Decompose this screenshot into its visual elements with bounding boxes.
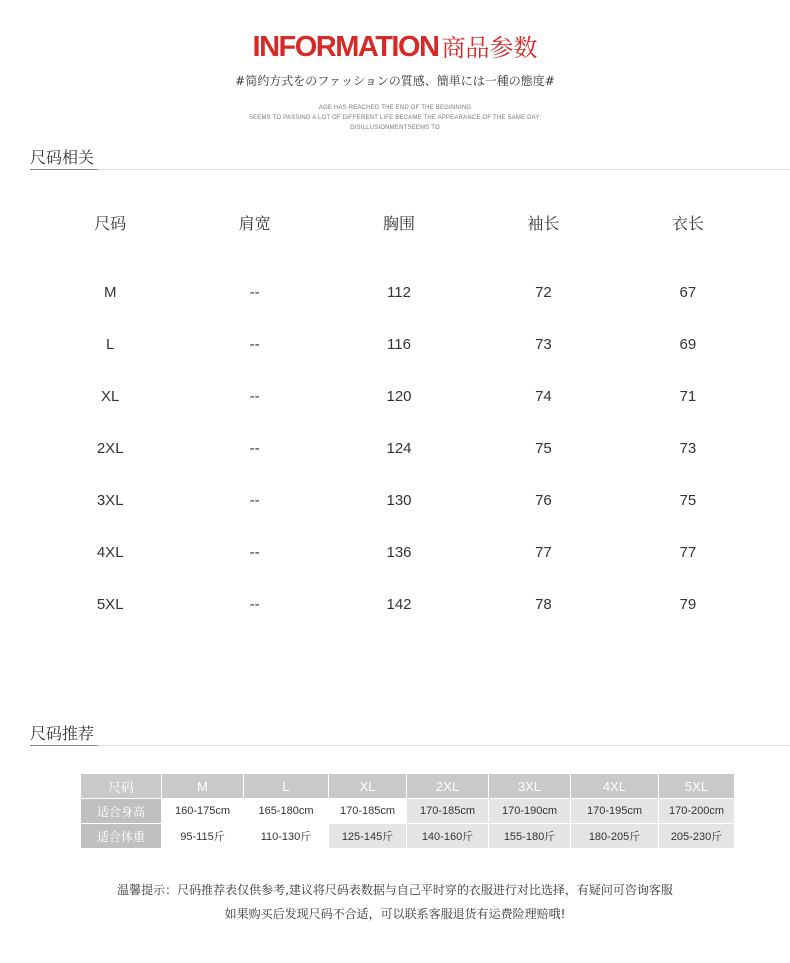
rec-cell: 95-115斤 [162, 824, 243, 848]
note-line-2: 如果购买后发现尺码不合适，可以联系客服退货有运费险理赔哦! [224, 907, 566, 921]
rec-cell: 170-200cm [659, 799, 734, 823]
tagline-line-3: DISILLUSIONMENTSEEMS TO [350, 125, 440, 131]
recommend-table [80, 773, 735, 849]
length-cell: 67 [679, 283, 697, 301]
length-cell: 69 [679, 335, 697, 353]
chest-cell: 112 [387, 283, 411, 301]
size-cell: 3XL [96, 491, 124, 509]
tagline-block [0, 103, 790, 133]
size-cell: 2XL [96, 439, 124, 457]
tagline-line-1: AGE HAS REACHED THE END OF THE BEGINNING [318, 105, 472, 111]
rec-cell: 165-180cm [244, 799, 328, 823]
table-row [81, 824, 734, 848]
table-row [38, 474, 760, 526]
size-table-header [38, 208, 760, 236]
recommend-section-divider [30, 745, 790, 746]
table-row [38, 578, 760, 630]
note-line-1: 温馨提示：尺码推荐表仅供参考,建议将尺码表数据与自己平时穿的衣服进行对比选择，有疑问可咨询客服 [117, 883, 673, 897]
rec-header-2xl: 2XL [407, 774, 488, 798]
chest-cell: 120 [386, 387, 412, 405]
shoulder-cell: -- [249, 439, 260, 457]
size-table [38, 208, 760, 630]
table-row [38, 422, 760, 474]
title-chinese: 商品参数 [441, 34, 538, 62]
table-row [38, 370, 760, 422]
rec-label-weight: 适合体重 [81, 824, 161, 848]
rec-header-5xl: 5XL [659, 774, 734, 798]
rec-cell: 205-230斤 [659, 824, 734, 848]
table-row [38, 266, 760, 318]
chest-cell: 136 [386, 543, 412, 561]
sleeve-cell: 77 [535, 543, 552, 561]
rec-label-height: 适合身高 [81, 799, 161, 823]
chest-cell: 130 [386, 491, 412, 509]
size-section-title: 尺码相关 [30, 148, 95, 167]
sleeve-cell: 72 [535, 283, 552, 301]
table-row [38, 526, 760, 578]
rec-cell: 170-185cm [329, 799, 406, 823]
recommend-table-header [81, 774, 734, 798]
size-cell: 5XL [96, 595, 124, 613]
shoulder-cell: -- [249, 543, 260, 561]
length-cell: 77 [679, 543, 697, 561]
sleeve-cell: 75 [535, 439, 552, 457]
size-header-shoulder: 肩宽 [238, 213, 271, 233]
chest-cell: 124 [386, 439, 412, 457]
title-english: INFORMATION [252, 31, 439, 63]
page-title [253, 28, 538, 64]
rec-header-xl: XL [329, 774, 406, 798]
chest-cell: 116 [387, 335, 411, 353]
size-header-size: 尺码 [94, 213, 127, 233]
page-header [0, 28, 790, 133]
shoulder-cell: -- [249, 283, 260, 301]
sleeve-cell: 73 [535, 335, 552, 353]
rec-cell: 170-185cm [407, 799, 488, 823]
shoulder-cell: -- [249, 335, 260, 353]
sleeve-cell: 74 [535, 387, 552, 405]
size-cell: L [106, 335, 115, 353]
notes-block [0, 878, 790, 926]
shoulder-cell: -- [249, 387, 260, 405]
size-cell: 4XL [96, 543, 124, 561]
recommend-section-title: 尺码推荐 [30, 724, 95, 743]
length-cell: 73 [679, 439, 697, 457]
length-cell: 71 [679, 387, 697, 405]
shoulder-cell: -- [249, 595, 260, 613]
rec-cell: 110-130斤 [244, 824, 328, 848]
table-row [38, 318, 760, 370]
size-cell: M [103, 283, 117, 301]
sleeve-cell: 78 [535, 595, 552, 613]
rec-header-m: M [162, 774, 243, 798]
tagline-line-2: SEEMS TO PASSING A LOT OF DIFFERENT LIFE BECAME THE APPEARANCE OF THE SAME DAY; [248, 115, 542, 121]
length-cell: 79 [679, 595, 697, 613]
table-row [81, 799, 734, 823]
rec-header-3xl: 3XL [489, 774, 570, 798]
chest-cell: 142 [386, 595, 412, 613]
shoulder-cell: -- [249, 491, 260, 509]
rec-cell: 140-160斤 [407, 824, 488, 848]
subtitle: #简约方式をのファッションの質感、簡単には一種の態度# [235, 74, 555, 88]
rec-cell: 170-190cm [489, 799, 570, 823]
sleeve-cell: 76 [535, 491, 552, 509]
length-cell: 75 [679, 491, 697, 509]
rec-header-l: L [244, 774, 328, 798]
rec-cell: 125-145斤 [329, 824, 406, 848]
size-header-chest: 胸围 [383, 213, 416, 233]
size-section-divider-accent [30, 169, 98, 170]
rec-cell: 170-195cm [571, 799, 658, 823]
size-header-sleeve: 袖长 [527, 213, 560, 233]
size-header-length: 衣长 [671, 213, 704, 233]
size-cell: XL [101, 387, 120, 405]
rec-header-4xl: 4XL [571, 774, 658, 798]
rec-header-size: 尺码 [81, 774, 161, 798]
size-section-divider [30, 169, 790, 170]
rec-cell: 160-175cm [162, 799, 243, 823]
rec-cell: 155-180斤 [489, 824, 570, 848]
recommend-section-divider-accent [30, 745, 98, 746]
rec-cell: 180-205斤 [571, 824, 658, 848]
